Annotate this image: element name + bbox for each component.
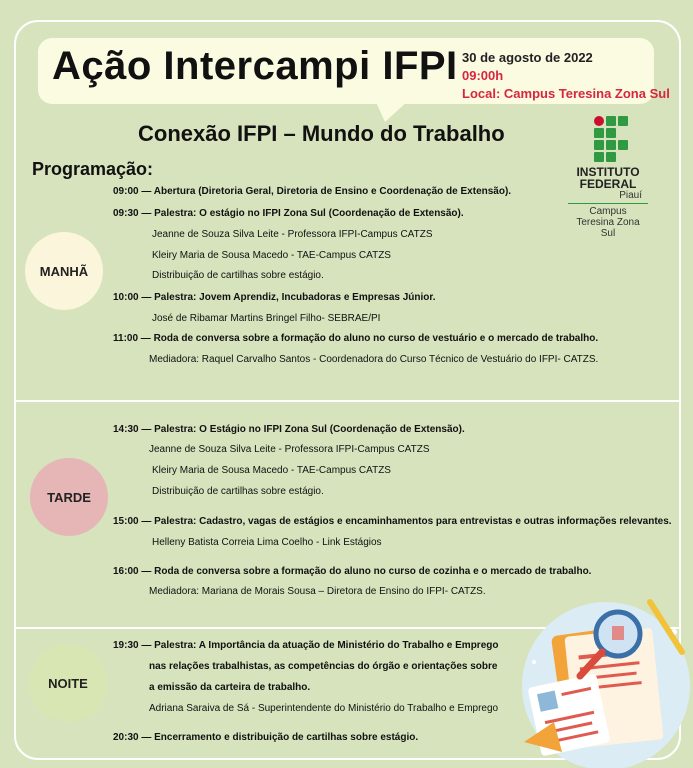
period-afternoon-badge: TARDE <box>30 458 108 536</box>
schedule-detail: Kleiry Maria de Sousa Macedo - TAE-Campus CATZS <box>152 250 391 261</box>
schedule-detail: Kleiry Maria de Sousa Macedo - TAE-Campus CATZS <box>152 465 391 476</box>
schedule-detail: Jeanne de Souza Silva Leite - Professora IFPI-Campus CATZS <box>149 444 430 455</box>
schedule-detail: Jeanne de Souza Silva Leite - Professora IFPI-Campus CATZS <box>152 229 433 240</box>
event-subtitle: Conexão IFPI – Mundo do Trabalho <box>138 121 505 146</box>
schedule-item: 09:00 — Abertura (Diretoria Geral, Diretoria de Ensino e Coordenação de Extensão). <box>113 186 512 197</box>
section-divider <box>14 400 681 402</box>
period-night-badge: NOITE <box>29 644 107 722</box>
schedule-item: 19:30 — Palestra: A Importância da atuação de Ministério do Trabalho e Emprego <box>113 640 499 651</box>
schedule-item: 20:30 — Encerramento e distribuição de cartilhas sobre estágio. <box>113 732 419 743</box>
event-date: 30 de agosto de 2022 <box>462 50 593 65</box>
schedule-detail: Mediadora: Raquel Carvalho Santos - Coordenadora do Curso Técnico de Vestuário do IFPI- CATZS. <box>149 354 599 365</box>
schedule-detail: Adriana Saraiva de Sá - Superintendente do Ministério do Trabalho e Emprego <box>149 703 499 714</box>
ifpi-logo-icon <box>568 116 648 239</box>
logo-campus-line1: Campus <box>589 206 627 217</box>
page-title: Ação Intercampi IFPI <box>52 44 458 88</box>
schedule-detail: Distribuição de cartilhas sobre estágio. <box>152 270 324 281</box>
schedule-item: 10:00 — Palestra: Jovem Aprendiz, Incubadoras e Empresas Júnior. <box>113 292 436 303</box>
logo-rule <box>568 203 648 204</box>
documents-magnifier-icon <box>514 592 692 768</box>
logo-campus-line2: Teresina Zona Sul <box>576 217 640 239</box>
period-morning-badge: MANHÃ <box>25 232 103 310</box>
logo-state: Piauí <box>619 190 642 201</box>
event-time: 09:00h <box>462 68 504 83</box>
schedule-detail: José de Ribamar Martins Bringel Filho- SEBRAE/PI <box>152 313 381 324</box>
schedule-item: 11:00 — Roda de conversa sobre a formação do aluno no curso de vestuário e o mercado de trabalho. <box>113 333 599 344</box>
schedule-item: 09:30 — Palestra: O estágio no IFPI Zona Sul (Coordenação de Extensão). <box>113 208 464 219</box>
schedule-detail: Helleny Batista Correia Lima Coelho - Link Estágios <box>152 537 382 548</box>
schedule-detail: Distribuição de cartilhas sobre estágio. <box>152 486 324 497</box>
schedule-item: 14:30 — Palestra: O Estágio no IFPI Zona Sul (Coordenação de Extensão). <box>113 424 465 435</box>
schedule-item-continuation: nas relações trabalhistas, as competências do órgão e orientações sobre <box>149 661 498 672</box>
programacao-heading: Programação: <box>32 159 154 179</box>
schedule-detail: Mediadora: Mariana de Morais Sousa – Diretora de Ensino do IFPI- CATZS. <box>149 586 486 597</box>
schedule-item-continuation: a emissão da carteira de trabalho. <box>149 682 311 693</box>
logo-name-line2: FEDERAL <box>579 177 637 191</box>
event-location: Local: Campus Teresina Zona Sul <box>462 86 670 101</box>
logo-grid <box>594 116 630 162</box>
title-bubble-tail <box>375 100 409 122</box>
schedule-item: 16:00 — Roda de conversa sobre a formação do aluno no curso de cozinha e o mercado de trabalho. <box>113 566 592 577</box>
schedule-item: 15:00 — Palestra: Cadastro, vagas de estágios e encaminhamentos para entrevistas e outras informações relevantes. <box>113 516 672 527</box>
logo-name-line1: INSTITUTO <box>576 165 640 179</box>
